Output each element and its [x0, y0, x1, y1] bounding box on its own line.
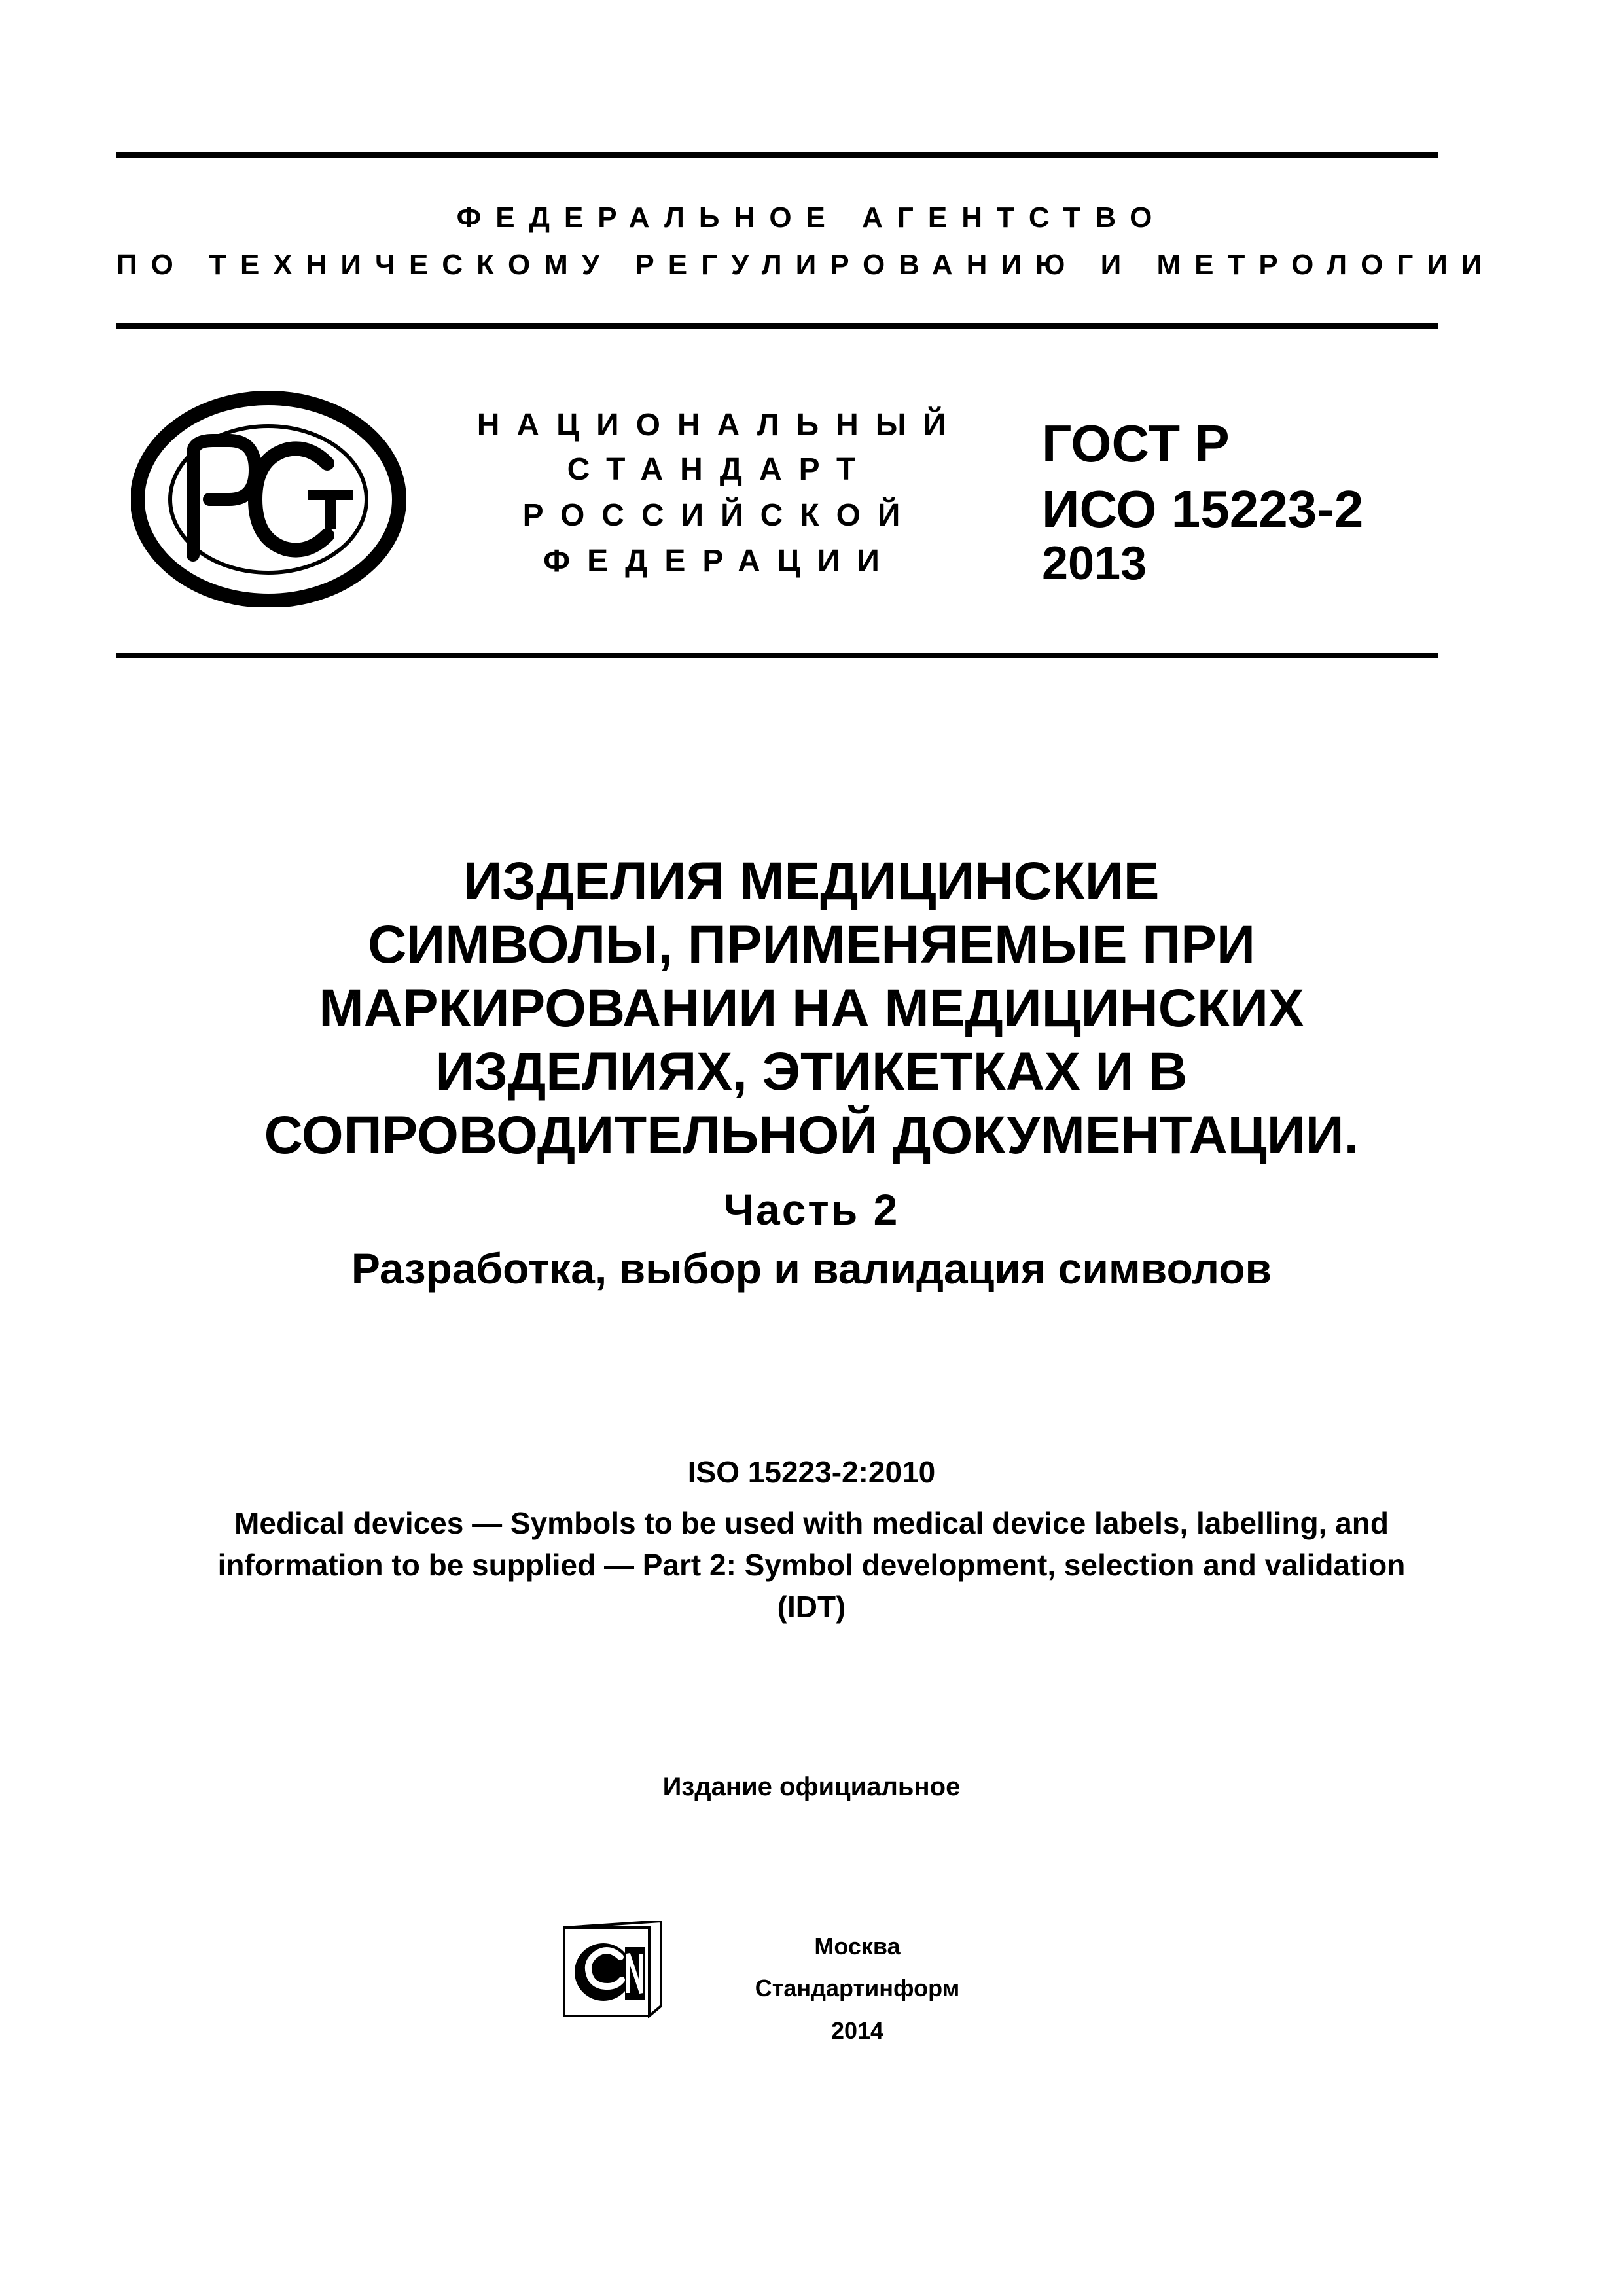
edition-note: Издание официальное — [662, 1772, 961, 1801]
top-rule — [116, 152, 1438, 158]
agency-line-2: ПО ТЕХНИЧЕСКОМУ РЕГУЛИРОВАНИЮ И МЕТРОЛОГИИ — [116, 249, 1496, 281]
iso-title-line-2: information to be supplied — Part 2: Symbol development, selection and validation — [217, 1548, 1406, 1582]
iso-title-line-1: Medical devices — Symbols to be used with medical device labels, labelling, and — [234, 1506, 1389, 1540]
standartinform-logo-graphic — [563, 1921, 668, 2019]
publisher-name: Стандартинформ — [755, 1975, 960, 2001]
rst-logo-graphic — [131, 391, 406, 607]
rst-logo — [131, 391, 406, 607]
title-line-1: ИЗДЕЛИЯ МЕДИЦИНСКИЕ — [463, 852, 1160, 911]
title-line-3: МАРКИРОВАНИИ НА МЕДИЦИНСКИХ — [319, 978, 1304, 1038]
header-bottom-rule — [116, 653, 1438, 658]
title-line-5: СОПРОВОДИТЕЛЬНОЙ ДОКУМЕНТАЦИИ. — [264, 1105, 1359, 1165]
publisher-city: Москва — [814, 1933, 901, 1960]
title-line-2: СИМВОЛЫ, ПРИМЕНЯЕМЫЕ ПРИ — [368, 915, 1255, 975]
publisher-year: 2014 — [830, 2017, 884, 2044]
iso-title-line-3: (IDT) — [777, 1590, 846, 1624]
designation-line-3: 2013 — [1042, 537, 1147, 590]
designation-line-1: ГОСТ Р — [1042, 414, 1230, 473]
standard-kind-line-3: РОССИЙСКОЙ — [522, 498, 918, 533]
title-subtitle: Разработка, выбор и валидация символов — [351, 1244, 1272, 1293]
standard-kind-line-1: НАЦИОНАЛЬНЫЙ — [476, 408, 963, 442]
standard-kind-line-4: ФЕДЕРАЦИИ — [543, 544, 897, 579]
standard-kind-line-2: СТАНДАРТ — [567, 452, 873, 487]
title-line-4: ИЗДЕЛИЯХ, ЭТИКЕТКАХ И В — [435, 1042, 1188, 1102]
standartinform-logo — [563, 1921, 668, 2019]
agency-bottom-rule — [116, 323, 1438, 329]
designation-line-2: ИСО 15223-2 — [1042, 480, 1364, 538]
title-part: Часть 2 — [723, 1185, 900, 1234]
iso-number: ISO 15223-2:2010 — [687, 1455, 936, 1489]
agency-line-1: ФЕДЕРАЛЬНОЕ АГЕНТСТВО — [456, 202, 1167, 234]
